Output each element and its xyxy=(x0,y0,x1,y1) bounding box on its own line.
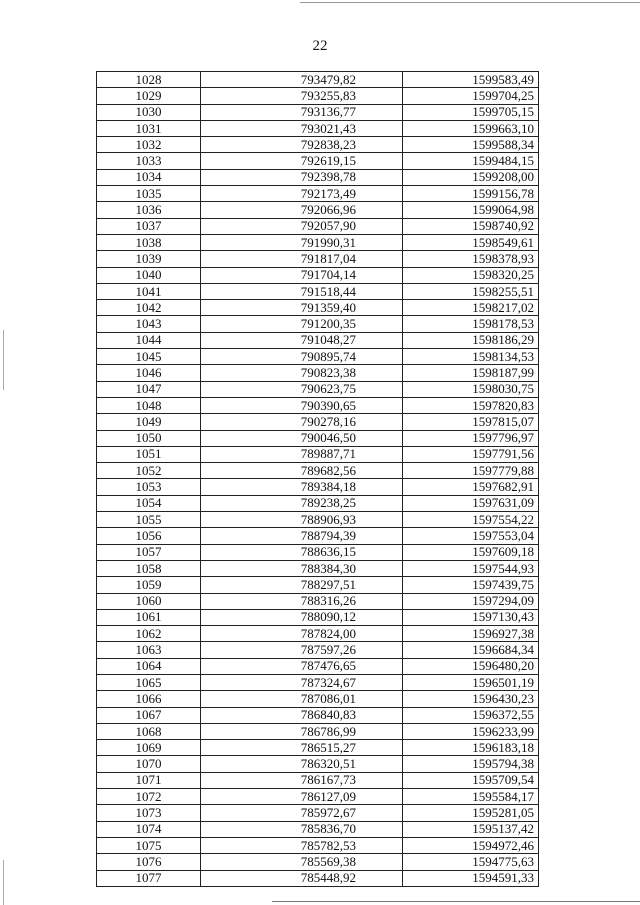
point-number-cell: 1037 xyxy=(97,218,201,234)
point-number-cell: 1029 xyxy=(97,88,201,104)
table-row xyxy=(97,202,539,218)
y-coordinate-cell: 1595794,38 xyxy=(403,756,539,772)
point-number-cell: 1036 xyxy=(97,202,201,218)
table-row xyxy=(97,120,539,136)
table-row xyxy=(97,316,539,332)
x-coordinate-cell: 786127,09 xyxy=(201,789,403,805)
y-coordinate-cell: 1599156,78 xyxy=(403,186,539,202)
table-row xyxy=(97,707,539,723)
point-number-cell: 1049 xyxy=(97,414,201,430)
x-coordinate-cell: 793136,77 xyxy=(201,104,403,120)
table-row xyxy=(97,723,539,739)
y-coordinate-cell: 1598186,29 xyxy=(403,332,539,348)
x-coordinate-cell: 785782,53 xyxy=(201,837,403,853)
y-coordinate-cell: 1597439,75 xyxy=(403,577,539,593)
point-number-cell: 1045 xyxy=(97,349,201,365)
table-row xyxy=(97,251,539,267)
point-number-cell: 1073 xyxy=(97,805,201,821)
table-row xyxy=(97,218,539,234)
x-coordinate-cell: 790278,16 xyxy=(201,414,403,430)
y-coordinate-cell: 1595709,54 xyxy=(403,772,539,788)
x-coordinate-cell: 788384,30 xyxy=(201,560,403,576)
y-coordinate-cell: 1598030,75 xyxy=(403,381,539,397)
point-number-cell: 1047 xyxy=(97,381,201,397)
y-coordinate-cell: 1596430,23 xyxy=(403,691,539,707)
point-number-cell: 1046 xyxy=(97,365,201,381)
point-number-cell: 1040 xyxy=(97,267,201,283)
table-row xyxy=(97,88,539,104)
x-coordinate-cell: 787086,01 xyxy=(201,691,403,707)
x-coordinate-cell: 788794,39 xyxy=(201,528,403,544)
x-coordinate-cell: 792619,15 xyxy=(201,153,403,169)
x-coordinate-cell: 788316,26 xyxy=(201,593,403,609)
x-coordinate-cell: 792398,78 xyxy=(201,169,403,185)
y-coordinate-cell: 1598549,61 xyxy=(403,234,539,250)
table-row xyxy=(97,772,539,788)
point-number-cell: 1058 xyxy=(97,560,201,576)
y-coordinate-cell: 1597554,22 xyxy=(403,512,539,528)
table-row xyxy=(97,544,539,560)
point-number-cell: 1051 xyxy=(97,446,201,462)
table-row xyxy=(97,104,539,120)
table-row xyxy=(97,642,539,658)
x-coordinate-cell: 791704,14 xyxy=(201,267,403,283)
point-number-cell: 1068 xyxy=(97,723,201,739)
y-coordinate-cell: 1598378,93 xyxy=(403,251,539,267)
x-coordinate-cell: 791518,44 xyxy=(201,283,403,299)
point-number-cell: 1050 xyxy=(97,430,201,446)
x-coordinate-cell: 788906,93 xyxy=(201,512,403,528)
x-coordinate-cell: 791359,40 xyxy=(201,300,403,316)
x-coordinate-cell: 786786,99 xyxy=(201,723,403,739)
table-row xyxy=(97,837,539,853)
y-coordinate-cell: 1597791,56 xyxy=(403,446,539,462)
table-row xyxy=(97,577,539,593)
x-coordinate-cell: 791990,31 xyxy=(201,234,403,250)
x-coordinate-cell: 790895,74 xyxy=(201,349,403,365)
y-coordinate-cell: 1595281,05 xyxy=(403,805,539,821)
point-number-cell: 1074 xyxy=(97,821,201,837)
page-number: 22 xyxy=(312,38,328,54)
x-coordinate-cell: 786167,73 xyxy=(201,772,403,788)
y-coordinate-cell: 1598134,53 xyxy=(403,349,539,365)
point-number-cell: 1062 xyxy=(97,626,201,642)
y-coordinate-cell: 1597796,97 xyxy=(403,430,539,446)
x-coordinate-cell: 793255,83 xyxy=(201,88,403,104)
table-row xyxy=(97,300,539,316)
table-row xyxy=(97,740,539,756)
table-row xyxy=(97,854,539,870)
x-coordinate-cell: 787324,67 xyxy=(201,674,403,690)
point-number-cell: 1038 xyxy=(97,234,201,250)
table-row xyxy=(97,479,539,495)
point-number-cell: 1059 xyxy=(97,577,201,593)
point-number-cell: 1064 xyxy=(97,658,201,674)
top-scan-line xyxy=(300,2,640,3)
x-coordinate-cell: 788090,12 xyxy=(201,609,403,625)
x-coordinate-cell: 787476,65 xyxy=(201,658,403,674)
y-coordinate-cell: 1597682,91 xyxy=(403,479,539,495)
point-number-cell: 1033 xyxy=(97,153,201,169)
x-coordinate-cell: 785448,92 xyxy=(201,870,403,886)
x-coordinate-cell: 785569,38 xyxy=(201,854,403,870)
x-coordinate-cell: 789384,18 xyxy=(201,479,403,495)
table-row xyxy=(97,560,539,576)
table-row xyxy=(97,397,539,413)
y-coordinate-cell: 1598740,92 xyxy=(403,218,539,234)
y-coordinate-cell: 1597820,83 xyxy=(403,397,539,413)
x-coordinate-cell: 792066,96 xyxy=(201,202,403,218)
y-coordinate-cell: 1598255,51 xyxy=(403,283,539,299)
table-row xyxy=(97,430,539,446)
table-row xyxy=(97,609,539,625)
point-number-cell: 1044 xyxy=(97,332,201,348)
point-number-cell: 1034 xyxy=(97,169,201,185)
table-row xyxy=(97,789,539,805)
y-coordinate-cell: 1595584,17 xyxy=(403,789,539,805)
y-coordinate-cell: 1595137,42 xyxy=(403,821,539,837)
table-row xyxy=(97,756,539,772)
point-number-cell: 1030 xyxy=(97,104,201,120)
y-coordinate-cell: 1597609,18 xyxy=(403,544,539,560)
table-row xyxy=(97,512,539,528)
point-number-cell: 1041 xyxy=(97,283,201,299)
table-row xyxy=(97,495,539,511)
point-number-cell: 1031 xyxy=(97,120,201,136)
y-coordinate-cell: 1599588,34 xyxy=(403,137,539,153)
x-coordinate-cell: 787824,00 xyxy=(201,626,403,642)
y-coordinate-cell: 1599583,49 xyxy=(403,72,539,88)
y-coordinate-cell: 1596183,18 xyxy=(403,740,539,756)
y-coordinate-cell: 1598217,02 xyxy=(403,300,539,316)
x-coordinate-cell: 790046,50 xyxy=(201,430,403,446)
point-number-cell: 1065 xyxy=(97,674,201,690)
point-number-cell: 1076 xyxy=(97,854,201,870)
x-coordinate-cell: 789682,56 xyxy=(201,463,403,479)
bottom-scan-line xyxy=(272,901,640,902)
point-number-cell: 1032 xyxy=(97,137,201,153)
y-coordinate-cell: 1596372,55 xyxy=(403,707,539,723)
x-coordinate-cell: 792173,49 xyxy=(201,186,403,202)
table-row xyxy=(97,528,539,544)
y-coordinate-cell: 1598178,53 xyxy=(403,316,539,332)
point-number-cell: 1028 xyxy=(97,72,201,88)
y-coordinate-cell: 1599064,98 xyxy=(403,202,539,218)
table-row xyxy=(97,674,539,690)
y-coordinate-cell: 1599663,10 xyxy=(403,120,539,136)
point-number-cell: 1057 xyxy=(97,544,201,560)
point-number-cell: 1056 xyxy=(97,528,201,544)
x-coordinate-cell: 791817,04 xyxy=(201,251,403,267)
x-coordinate-cell: 786515,27 xyxy=(201,740,403,756)
point-number-cell: 1063 xyxy=(97,642,201,658)
x-coordinate-cell: 786320,51 xyxy=(201,756,403,772)
y-coordinate-cell: 1597130,43 xyxy=(403,609,539,625)
point-number-cell: 1070 xyxy=(97,756,201,772)
table-row xyxy=(97,821,539,837)
y-coordinate-cell: 1599705,15 xyxy=(403,104,539,120)
point-number-cell: 1042 xyxy=(97,300,201,316)
point-number-cell: 1035 xyxy=(97,186,201,202)
point-number-cell: 1075 xyxy=(97,837,201,853)
x-coordinate-cell: 792057,90 xyxy=(201,218,403,234)
table-row xyxy=(97,365,539,381)
x-coordinate-cell: 788636,15 xyxy=(201,544,403,560)
y-coordinate-cell: 1597815,07 xyxy=(403,414,539,430)
x-coordinate-cell: 791048,27 xyxy=(201,332,403,348)
y-coordinate-cell: 1594591,33 xyxy=(403,870,539,886)
y-coordinate-cell: 1596684,34 xyxy=(403,642,539,658)
x-coordinate-cell: 789238,25 xyxy=(201,495,403,511)
point-number-cell: 1077 xyxy=(97,870,201,886)
y-coordinate-cell: 1597779,88 xyxy=(403,463,539,479)
point-number-cell: 1069 xyxy=(97,740,201,756)
y-coordinate-cell: 1597294,09 xyxy=(403,593,539,609)
y-coordinate-cell: 1596501,19 xyxy=(403,674,539,690)
y-coordinate-cell: 1597553,04 xyxy=(403,528,539,544)
table-row xyxy=(97,691,539,707)
table-row xyxy=(97,234,539,250)
table-row xyxy=(97,381,539,397)
table-row xyxy=(97,267,539,283)
point-number-cell: 1061 xyxy=(97,609,201,625)
y-coordinate-cell: 1596480,20 xyxy=(403,658,539,674)
point-number-cell: 1053 xyxy=(97,479,201,495)
x-coordinate-cell: 791200,35 xyxy=(201,316,403,332)
point-number-cell: 1055 xyxy=(97,512,201,528)
y-coordinate-cell: 1596927,38 xyxy=(403,626,539,642)
table-body xyxy=(97,72,539,887)
table-row xyxy=(97,72,539,88)
y-coordinate-cell: 1599704,25 xyxy=(403,88,539,104)
table-row xyxy=(97,593,539,609)
x-coordinate-cell: 789887,71 xyxy=(201,446,403,462)
point-number-cell: 1071 xyxy=(97,772,201,788)
y-coordinate-cell: 1594775,63 xyxy=(403,854,539,870)
y-coordinate-cell: 1597631,09 xyxy=(403,495,539,511)
x-coordinate-cell: 793479,82 xyxy=(201,72,403,88)
y-coordinate-cell: 1594972,46 xyxy=(403,837,539,853)
coordinates-table xyxy=(96,71,539,887)
table-row xyxy=(97,658,539,674)
table-row xyxy=(97,169,539,185)
point-number-cell: 1060 xyxy=(97,593,201,609)
table-row xyxy=(97,805,539,821)
y-coordinate-cell: 1599484,15 xyxy=(403,153,539,169)
x-coordinate-cell: 788297,51 xyxy=(201,577,403,593)
y-coordinate-cell: 1598320,25 xyxy=(403,267,539,283)
x-coordinate-cell: 785972,67 xyxy=(201,805,403,821)
table-row xyxy=(97,186,539,202)
y-coordinate-cell: 1598187,99 xyxy=(403,365,539,381)
table-row xyxy=(97,463,539,479)
y-coordinate-cell: 1597544,93 xyxy=(403,560,539,576)
point-number-cell: 1048 xyxy=(97,397,201,413)
table-row xyxy=(97,332,539,348)
table-row xyxy=(97,283,539,299)
x-coordinate-cell: 793021,43 xyxy=(201,120,403,136)
table-row xyxy=(97,626,539,642)
x-coordinate-cell: 790623,75 xyxy=(201,381,403,397)
point-number-cell: 1043 xyxy=(97,316,201,332)
point-number-cell: 1072 xyxy=(97,789,201,805)
x-coordinate-cell: 787597,26 xyxy=(201,642,403,658)
y-coordinate-cell: 1596233,99 xyxy=(403,723,539,739)
table-row xyxy=(97,153,539,169)
table-row xyxy=(97,414,539,430)
x-coordinate-cell: 785836,70 xyxy=(201,821,403,837)
left-scan-mark xyxy=(3,330,4,390)
point-number-cell: 1066 xyxy=(97,691,201,707)
table-row xyxy=(97,870,539,886)
y-coordinate-cell: 1599208,00 xyxy=(403,169,539,185)
point-number-cell: 1039 xyxy=(97,251,201,267)
point-number-cell: 1054 xyxy=(97,495,201,511)
x-coordinate-cell: 790390,65 xyxy=(201,397,403,413)
table-row xyxy=(97,137,539,153)
x-coordinate-cell: 786840,83 xyxy=(201,707,403,723)
table-row xyxy=(97,446,539,462)
table-row xyxy=(97,349,539,365)
point-number-cell: 1052 xyxy=(97,463,201,479)
x-coordinate-cell: 790823,38 xyxy=(201,365,403,381)
left-scan-mark xyxy=(3,860,4,905)
x-coordinate-cell: 792838,23 xyxy=(201,137,403,153)
point-number-cell: 1067 xyxy=(97,707,201,723)
